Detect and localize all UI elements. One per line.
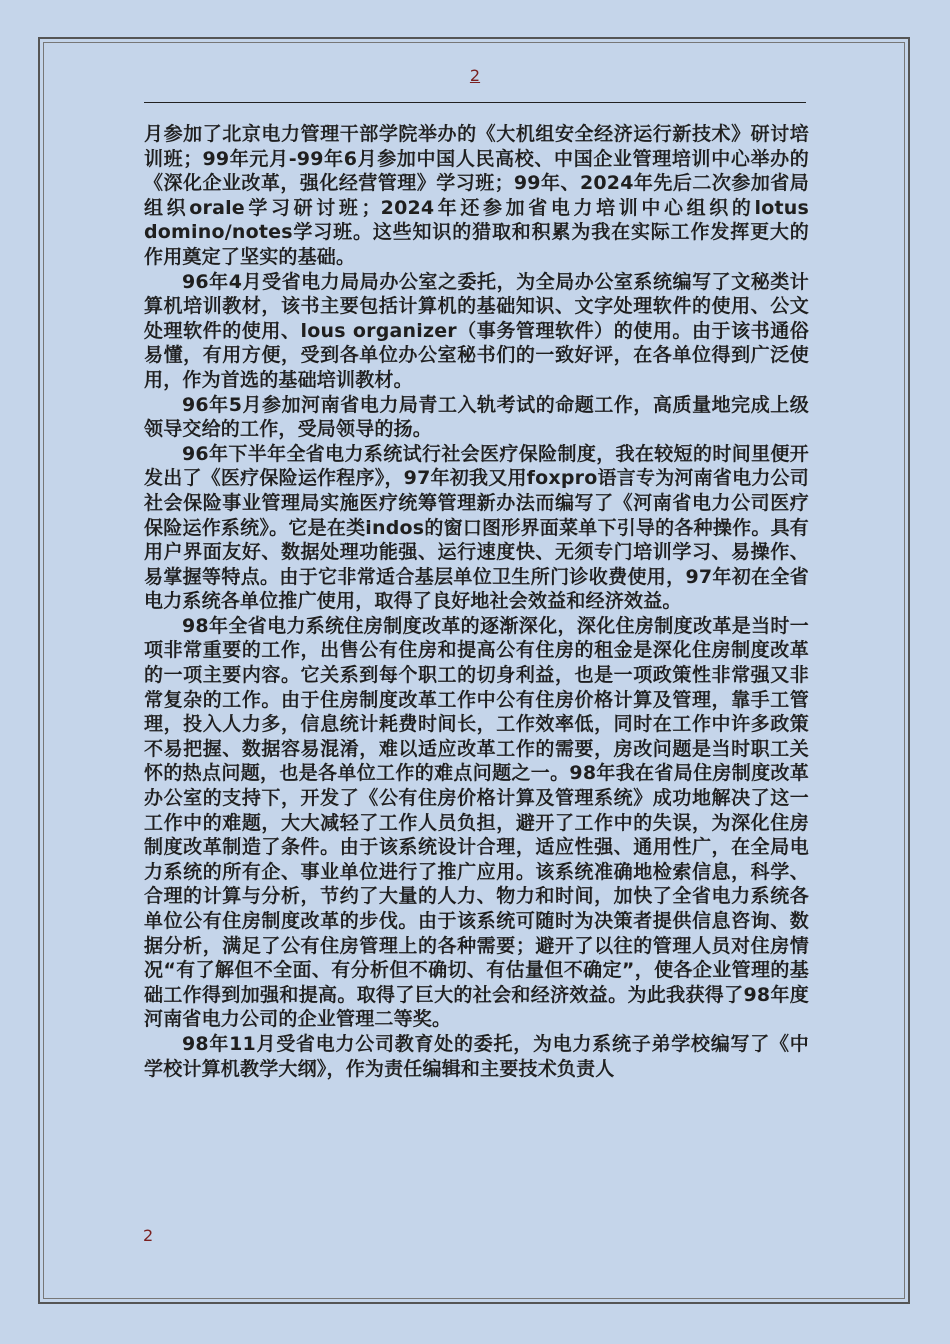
- footer-page-number: 2: [143, 1226, 154, 1245]
- paragraph-3: 96年5月参加河南省电力局青工入轨考试的命题工作，高质量地完成上级领导交给的工作，受局领导的扬。: [144, 393, 809, 441]
- header-rule: [144, 102, 806, 103]
- paragraph-6: 98年11月受省电力公司教育处的委托，为电力系统子弟学校编写了《中学校计算机教学大纲》，作为责任编辑和主要技术负责人: [144, 1032, 809, 1080]
- paragraph-1: 月参加了北京电力管理干部学院举办的《大机组安全经济运行新技术》研讨培训班；99年元月-99年6月参加中国人民高校、中国企业管理培训中心举办的《深化企业改革，强化经营管理》学习班；99年、2024年先后二次参加省局组织orale学习研讨班；2024年还参加省电力培训中心组织的lotus domino/notes学习班。这些知识的猎取和积累为我在实际工作发挥更大的作用奠定了坚实的基础。: [144, 123, 809, 268]
- header-page-number: 2: [469, 66, 481, 85]
- paragraph-4: 96年下半年全省电力系统试行社会医疗保险制度，我在较短的时间里便开发出了《医疗保险运作程序》，97年初我又用foxpro语言专为河南省电力公司社会保险事业管理局实施医疗统筹管理新办法而编写了《河南省电力公司医疗保险运作系统》。它是在类indos的窗口图形界面菜单下引导的各种操作。具有用户界面友好、数据处理功能强、运行速度快、无须专门培训学习、易操作、易掌握等特点。由于它非常适合基层单位卫生所门诊收费使用，97年初在全省电力系统各单位推广使用，取得了良好地社会效益和经济效益。: [144, 442, 809, 613]
- paragraph-5: 98年全省电力系统住房制度改革的逐渐深化，深化住房制度改革是当时一项非常重要的工作，出售公有住房和提高公有住房的租金是深化住房制度改革的一项主要内容。它关系到每个职工的切身利益，也是一项政策性非常强又非常复杂的工作。由于住房制度改革工作中公有住房价格计算及管理，靠手工管理，投入人力多，信息统计耗费时间长，工作效率低，同时在工作中许多政策不易把握、数据容易混淆，难以适应改革工作的需要，房改问题是当时职工关怀的热点问题，也是各单位工作的难点问题之一。98年我在省局住房制度改革办公室的支持下，开发了《公有住房价格计算及管理系统》成功地解决了这一工作中的难题，大大减轻了工作人员负担，避开了工作中的失误，为深化住房制度改革制造了条件。由于该系统设计合理，适应性强、通用性广，在全局电力系统的所有企、事业单位进行了推广应用。该系统准确地检索信息，科学、合理的计算与分析，节约了大量的人力、物力和时间，加快了全省电力系统各单位公有住房制度改革的步伐。由于该系统可随时为决策者提供信息咨询、数据分析，满足了公有住房管理上的各种需要；避开了以往的管理人员对住房情况“有了解但不全面、有分析但不确切、有估量但不确定”，使各企业管理的基础工作得到加强和提高。取得了巨大的社会和经济效益。为此我获得了98年度河南省电力公司的企业管理二等奖。: [144, 614, 809, 1031]
- paragraph-2: 96年4月受省电力局局办公室之委托，为全局办公室系统编写了文秘类计算机培训教材，该书主要包括计算机的基础知识、文字处理软件的使用、公文处理软件的使用、lous organizer（事务管理软件）的使用。由于该书通俗易懂，有用方便，受到各单位办公室秘书们的一致好评，在各单位得到广泛使用，作为首选的基础培训教材。: [144, 270, 809, 391]
- document-body: [144, 122, 809, 1081]
